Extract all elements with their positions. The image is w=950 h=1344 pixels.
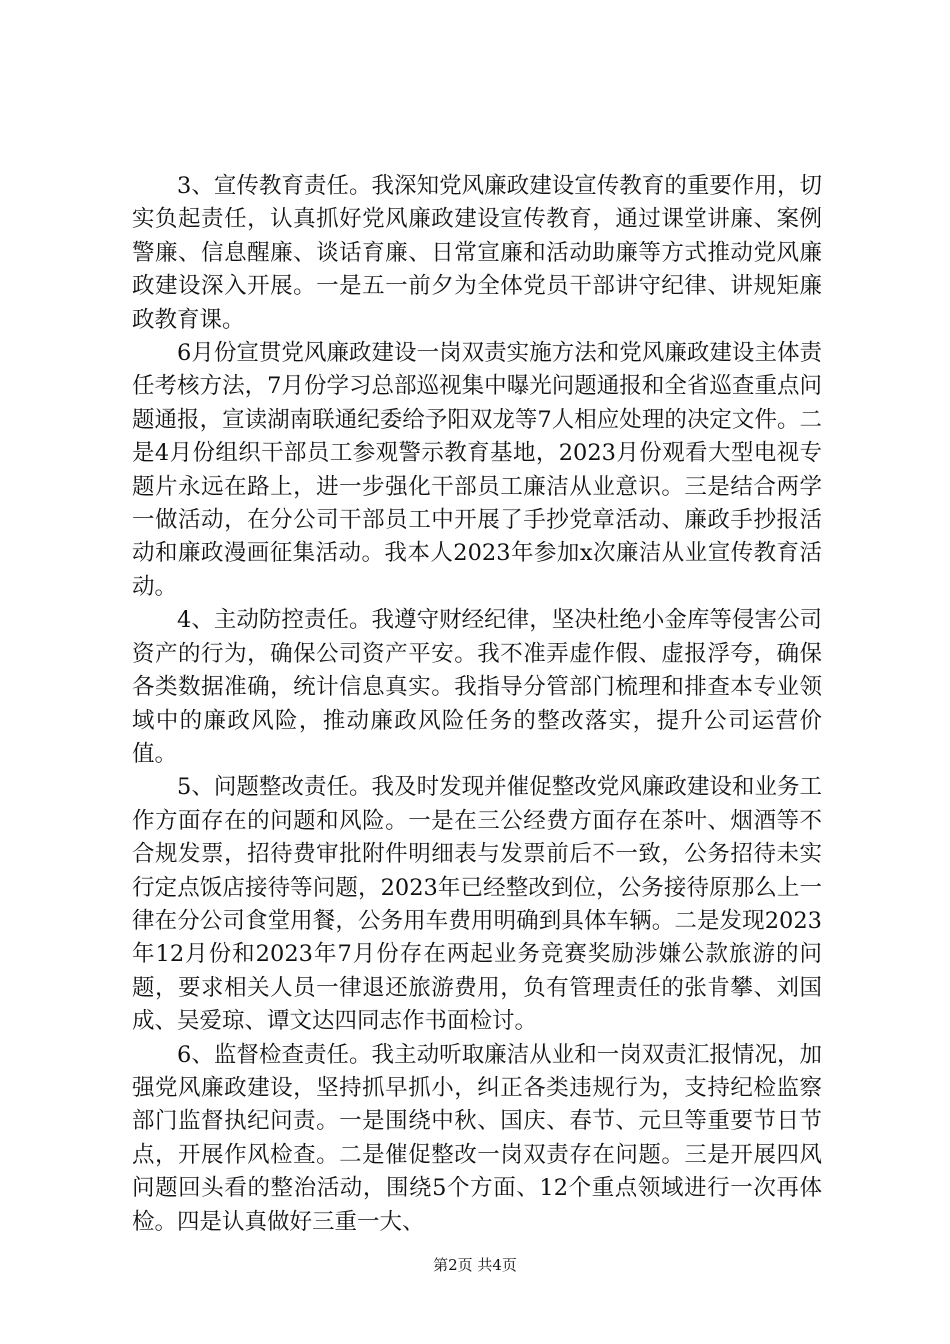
- paragraph-propaganda-education: 3、宣传教育责任。我深知党风廉政建设宣传教育的重要作用，切实负起责任，认真抓好党风廉政建设宣传教育，通过课堂讲廉、案例警廉、信息醒廉、谈话育廉、日常宣廉和活动助廉等方式推动党风廉政建设深入开展。一是五一前夕为全体党员干部讲守纪律、讲规矩廉政教育课。: [132, 173, 822, 333]
- page-number-footer: 第2页 共4页: [433, 1256, 517, 1274]
- document-body: [132, 170, 822, 1239]
- paragraph-problem-rectification: 5、问题整改责任。我及时发现并催促整改党风廉政建设和业务工作方面存在的问题和风险。一是在三公经费方面存在茶叶、烟酒等不合规发票，招待费审批附件明细表与发票前后不一致，公务招待未实行定点饭店接待等问题，2023年已经整改到位，公务接待原那么上一律在分公司食堂用餐，公务用车费用明确到具体车辆。二是发现2023年12月份和2023年7月份存在两起业务竞赛奖励涉嫌公款旅游的问题，要求相关人员一律退还旅游费用，负有管理责任的张肯攀、刘国成、吴爱琼、谭文达四同志作书面检讨。: [132, 774, 822, 1035]
- paragraph-june-july-activities: 6月份宣贯党风廉政建设一岗双责实施方法和党风廉政建设主体责任考核方法，7月份学习总部巡视集中曝光问题通报和全省巡查重点问题通报，宣读湖南联通纪委给予阳双龙等7人相应处理的决定文件。二是4月份组织干部员工参观警示教育基地，2023月份观看大型电视专题片永远在路上，进一步强化干部员工廉洁从业意识。三是结合两学一做活动，在分公司干部员工中开展了手抄党章活动、廉政手抄报活动和廉政漫画征集活动。我本人2023年参加x次廉洁从业宣传教育活动。: [132, 340, 822, 600]
- paragraph-prevention-control: 4、主动防控责任。我遵守财经纪律，坚决杜绝小金库等侵害公司资产的行为，确保公司资产平安。我不准弄虚作假、虚报浮夸，确保各类数据准确，统计信息真实。我指导分管部门梳理和排查本专业领域中的廉政风险，推动廉政风险任务的整改落实，提升公司运营价值。: [132, 607, 822, 767]
- paragraph-supervision-inspection: 6、监督检查责任。我主动听取廉洁从业和一岗双责汇报情况，加强党风廉政建设，坚持抓早抓小，纠正各类违规行为，支持纪检监察部门监督执纪问责。一是围绕中秋、国庆、春节、元旦等重要节日节点，开展作风检查。二是催促整改一岗双责存在问题。三是开展四风问题回头看的整治活动，围绕5个方面、12个重点领域进行一次再体检。四是认真做好三重一大、: [132, 1041, 822, 1235]
